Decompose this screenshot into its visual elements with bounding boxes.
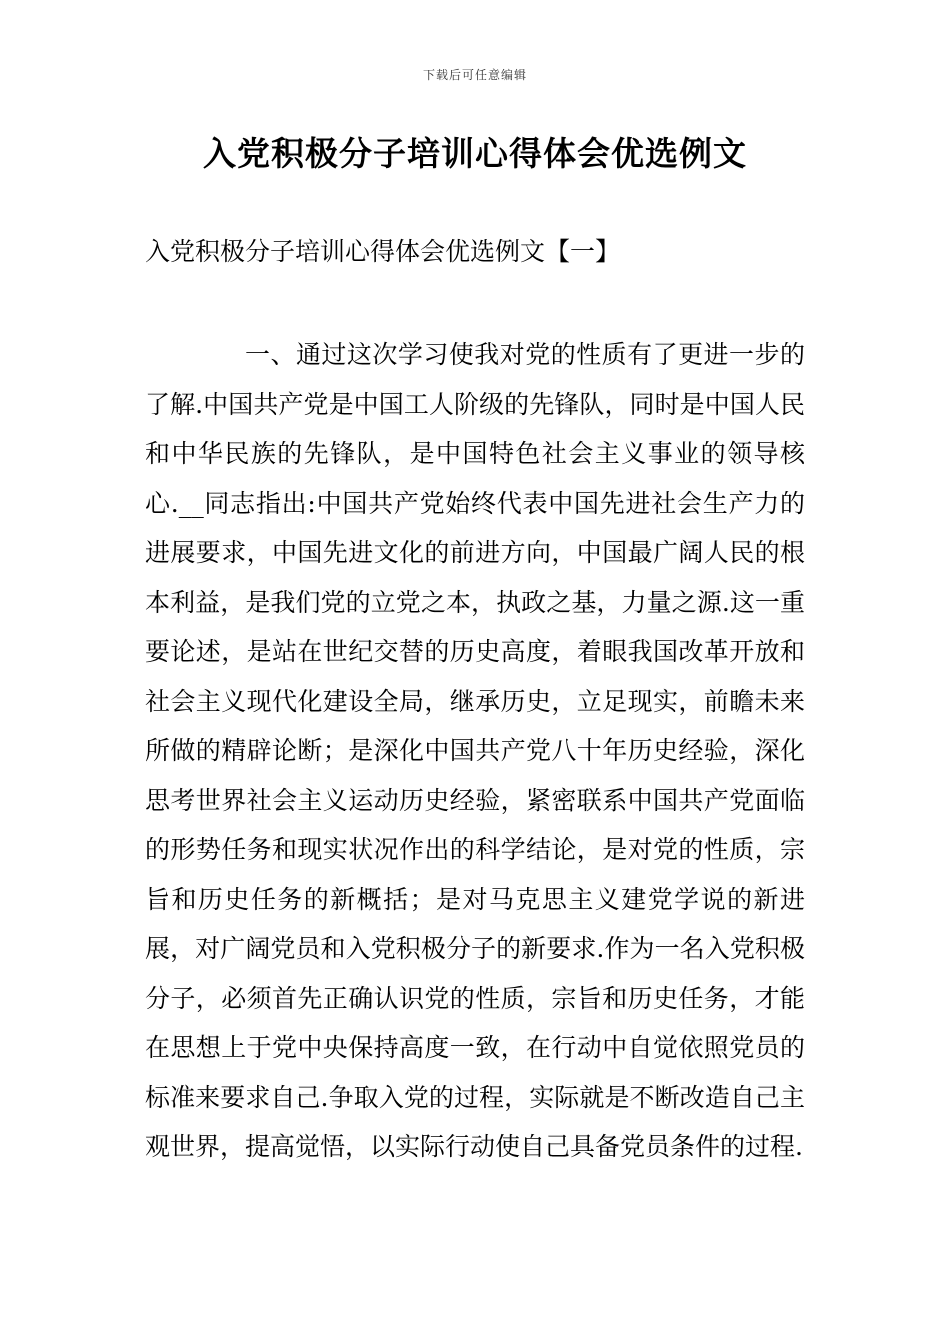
header-note: 下载后可任意编辑 xyxy=(422,68,527,82)
body-paragraph: 一、通过这次学习使我对党的性质有了更进一步的了解.中国共产党是中国工人阶级的先锋队，同时是中国人民和中华民族的先锋队，是中国特色社会主义事业的领导核心.__同志指出:中国共产党始终代表中国先进社会生产力的进展要求，中国先进文化的前进方向，中国最广阔人民的根本利益，是我们党的立党之本，执政之基，力量之源.这一重要论述，是站在世纪交替的历史高度，着眼我国改革开放和社会主义现代化建设全局，继承历史，立足现实，前瞻未来所做的精辟论断；是深化中国共产党八十年历史经验，深化思考世界社会主义运动历史经验，紧密联系中国共产党面临的形势任务和现实状况作出的科学结论，是对党的性质，宗旨和历史任务的新概括；是对马克思主义建党学说的新进展，对广阔党员和入党积极分子的新要求.作为一名入党积极分子，必须首先正确认识党的性质，宗旨和历史任务，才能在思想上于党中央保持高度一致，在行动中自觉依照党员的标准来要求自己.争取入党的过程，实际就是不断改造自己主观世界，提高觉悟，以实际行动使自己具备党员条件的过程. xyxy=(145,340,805,1161)
document-title: 入党积极分子培训心得体会优选例文 xyxy=(203,134,747,173)
section-heading: 入党积极分子培训心得体会优选例文【一】 xyxy=(145,237,621,266)
